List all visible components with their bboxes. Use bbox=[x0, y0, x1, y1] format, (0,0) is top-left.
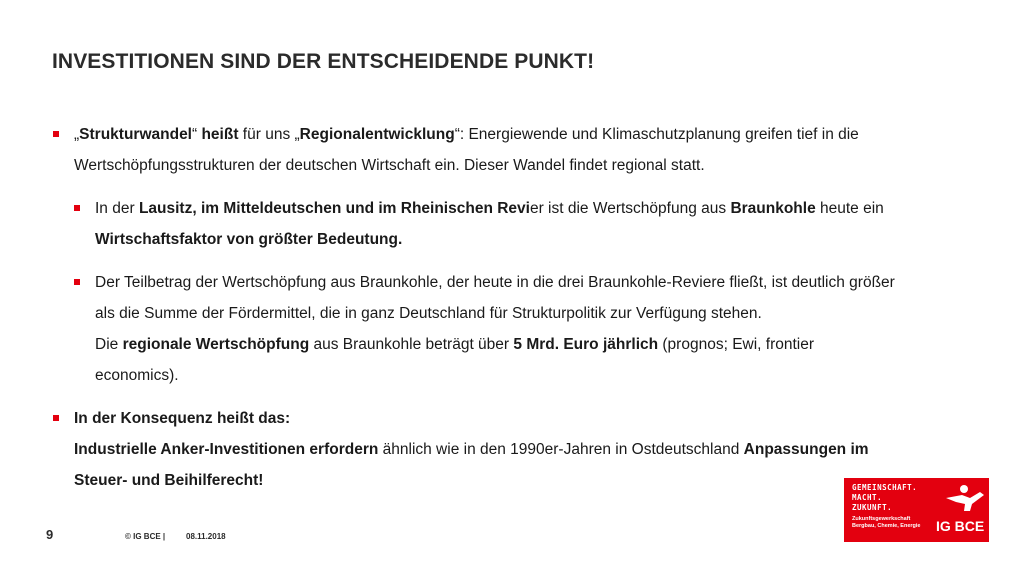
bullet-line: Wertschöpfungsstrukturen der deutschen Wirtschaft ein. Dieser Wandel findet regional statt. bbox=[74, 157, 705, 174]
logo-subtitle: Zukunftsgewerkschaft Bergbau, Chemie, Energie bbox=[852, 516, 921, 529]
page-number: 9 bbox=[46, 527, 54, 542]
bullet-marker bbox=[74, 205, 80, 211]
bullet-marker bbox=[53, 415, 59, 421]
bullet-line: Wirtschaftsfaktor von größter Bedeutung. bbox=[95, 231, 403, 248]
bullet-marker bbox=[53, 131, 59, 137]
bullet-line: „Strukturwandel“ heißt für uns „Regionalentwicklung“: Energiewende und Klimaschutzplanung greifen tief in die bbox=[74, 126, 859, 143]
logo-slogan: GEMEINSCHAFT. MACHT. ZUKUNFT. bbox=[852, 483, 918, 512]
bullet-line: Der Teilbetrag der Wertschöpfung aus Braunkohle, der heute in die drei Braunkohle-Reviere fließt, ist deutlich größer bbox=[95, 274, 895, 291]
footer-copyright: © IG BCE | bbox=[125, 532, 166, 541]
bullet-marker bbox=[74, 279, 80, 285]
bullet-konsequenz bbox=[74, 403, 974, 496]
ig-bce-logo bbox=[844, 478, 989, 542]
bullet-line: Industrielle Anker-Investitionen erfordern ähnlich wie in den 1990er-Jahren in Ostdeutschland Anpassungen im bbox=[74, 441, 869, 458]
logo-name: IG BCE bbox=[936, 518, 985, 534]
slide-title: INVESTITIONEN SIND DER ENTSCHEIDENDE PUNKT! bbox=[52, 50, 595, 73]
bullet-teilbetrag bbox=[95, 267, 975, 391]
bullet-line: economics). bbox=[95, 367, 179, 384]
bullet-line: Die regionale Wertschöpfung aus Braunkohle beträgt über 5 Mrd. Euro jährlich (prognos; Ewi, frontier bbox=[95, 336, 815, 353]
logo-figure-icon bbox=[940, 484, 986, 512]
bullet-line: In der Konsequenz heißt das: bbox=[74, 410, 291, 427]
footer-date: 08.11.2018 bbox=[186, 532, 226, 541]
bullet-line: als die Summe der Fördermittel, die in ganz Deutschland für Strukturpolitik zur Verfügung stehen. bbox=[95, 305, 762, 322]
bullet-strukturwandel bbox=[74, 119, 974, 181]
bullet-line: Steuer- und Beihilferecht! bbox=[74, 472, 264, 489]
bullet-line: In der Lausitz, im Mitteldeutschen und im Rheinischen Revier ist die Wertschöpfung aus Braunkohle heute ein bbox=[95, 200, 884, 217]
bullet-lausitz bbox=[95, 193, 975, 255]
